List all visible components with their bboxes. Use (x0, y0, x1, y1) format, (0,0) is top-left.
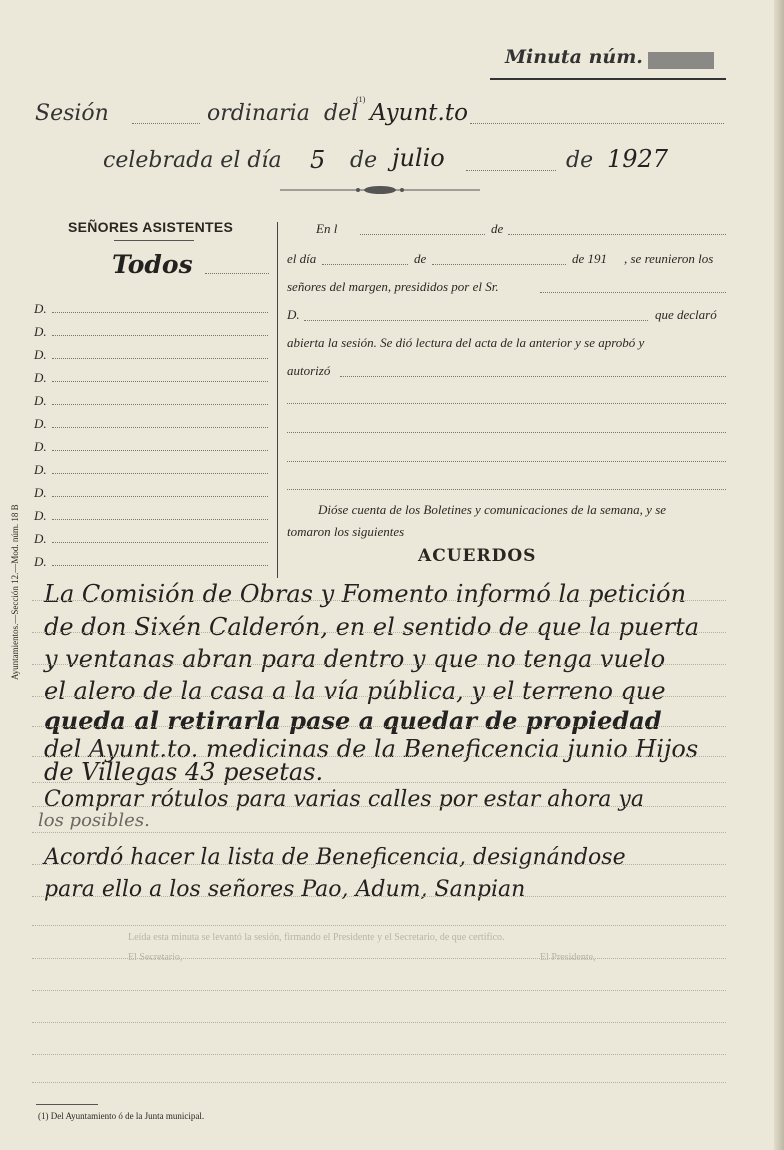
d-row: D. (34, 462, 47, 477)
attendee-line (52, 542, 268, 543)
sesion-type: ordinaria (207, 101, 310, 126)
column-divider (277, 222, 278, 578)
faint-presidente: El Presidente, (540, 952, 596, 963)
faint-secretario: El Secretario, (128, 952, 183, 963)
d-row: D. (34, 370, 47, 385)
ruled-line (32, 832, 726, 833)
faint-closing-text: Leída esta minuta se levantó la sesión, firmando el Presidente y el Secretario, de que certifico. (128, 932, 505, 943)
footnote-rule (36, 1104, 98, 1105)
form-line5: abierta la sesión. Se dió lectura del acta de la anterior y se aprobó y (287, 335, 645, 350)
minutes-line: del Ayunt.to. medicinas de la Beneficencia junio Hijos (44, 735, 699, 763)
d-row: D. (34, 508, 47, 523)
attendee-line (52, 358, 268, 359)
ruled-line (32, 1022, 726, 1023)
d-row: D. (34, 439, 47, 454)
year-handwritten: 1927 (607, 145, 669, 173)
minutes-line: de Villegas 43 pesetas. (44, 758, 324, 786)
d-row: D. (34, 554, 47, 569)
ruled-line (32, 632, 726, 633)
d-row: D. (34, 393, 47, 408)
ruled-line (32, 864, 726, 865)
ruled-line (32, 990, 726, 991)
attendee-line (52, 312, 268, 313)
minutes-line: Acordó hacer la lista de Beneficencia, designándose (44, 845, 626, 870)
attendee-line (52, 519, 268, 520)
attendee-line (52, 496, 268, 497)
form-line4-b: que declaró (655, 307, 717, 322)
form-dotline (340, 376, 726, 377)
attendee-line (52, 427, 268, 428)
ruled-line (32, 664, 726, 665)
minutes-line: para ello a los señores Pao, Adum, Sanpian (44, 877, 526, 902)
de-label-2: de (566, 148, 594, 173)
minuta-number-box (648, 52, 714, 69)
ruled-line (32, 756, 726, 757)
ruled-line (32, 1082, 726, 1083)
celebrada-label: celebrada el día (103, 148, 282, 173)
form-line3: señores del margen, presididos por el Sr. (287, 279, 499, 294)
side-print-code: Ayuntamientos.—Sección 12.—Mod. núm. 18 B (10, 504, 20, 680)
minutes-line: los posibles. (38, 810, 150, 831)
d-row: D. (34, 416, 47, 431)
form-line1-b: de (491, 221, 504, 236)
attendee-line (52, 450, 268, 451)
sesion-dotline (132, 123, 200, 124)
minutes-line: La Comisión de Obras y Fomento informó la petición (44, 580, 687, 608)
form-dotline (287, 403, 726, 404)
organ-handwritten: Ayunt.to (370, 100, 468, 126)
attendees-handwritten: Todos (112, 250, 193, 279)
form-dotline (287, 461, 726, 462)
ruled-line (32, 806, 726, 807)
d-row: D. (34, 301, 47, 316)
form-dotline (432, 264, 566, 265)
ruled-line (32, 696, 726, 697)
del-label: del (324, 101, 359, 126)
attendees-title: SEÑORES ASISTENTES (68, 219, 234, 235)
form-line2-b: de (414, 251, 427, 266)
ruled-line (32, 1054, 726, 1055)
sesion-dotline-2 (470, 123, 724, 124)
attendee-line (52, 404, 268, 405)
day-handwritten: 5 (310, 146, 326, 174)
form-dotline (287, 489, 726, 490)
minutes-line: queda al retirarla pase a quedar de propiedad (44, 706, 662, 735)
minutes-line: el alero de la casa a la vía pública, y el terreno que (44, 677, 666, 705)
form-line6: autorizó (287, 363, 331, 378)
minutes-line: y ventanas abran para dentro y que no tenga vuelo (44, 645, 666, 673)
minuta-label: Minuta núm. (505, 46, 643, 68)
form-line1-a: En l (316, 221, 338, 236)
page-edge (774, 0, 784, 1150)
d-row: D. (34, 324, 47, 339)
attendee-line (52, 473, 268, 474)
minutes-line: de don Sixén Calderón, en el sentido de que la puerta (44, 613, 700, 641)
ruled-line (32, 726, 726, 727)
d-row: D. (34, 531, 47, 546)
form-line8: tomaron los siguientes (287, 524, 405, 539)
ornament-divider (280, 184, 480, 196)
footnote-mark: (1) (356, 95, 366, 104)
attendees-dotline (205, 273, 269, 274)
month-handwritten: julio (392, 144, 445, 172)
form-dotline (540, 292, 726, 293)
d-row: D. (34, 485, 47, 500)
form-dotline (360, 234, 485, 235)
form-dotline (322, 264, 408, 265)
form-dotline (287, 432, 726, 433)
form-line2-d: , se reunieron los (624, 251, 714, 266)
attendees-title-underline (114, 240, 194, 241)
attendee-line (52, 335, 268, 336)
attendees-d-list (34, 297, 47, 573)
minuta-underline (490, 78, 726, 80)
month-dotline (466, 170, 556, 171)
form-dotline (304, 320, 648, 321)
ruled-line (32, 782, 726, 783)
form-line2-a: el día (287, 251, 317, 266)
form-line4-a: D. (287, 307, 300, 322)
d-row: D. (34, 347, 47, 362)
minutes-line: Comprar rótulos para varias calles por estar ahora ya (44, 787, 644, 812)
de-label: de (350, 148, 378, 173)
ruled-line (32, 600, 726, 601)
form-dotline (508, 234, 726, 235)
attendee-line (52, 565, 268, 566)
footnote: (1) Del Ayuntamiento ó de la Junta municipal. (38, 1111, 205, 1121)
sesion-label: Sesión (35, 101, 109, 126)
form-line7: Dióse cuenta de los Boletines y comunicaciones de la semana, y se (318, 502, 667, 517)
ruled-line (32, 925, 726, 926)
ruled-line (32, 896, 726, 897)
attendee-line (52, 381, 268, 382)
form-line2-c: de 191 (572, 251, 608, 266)
acuerdos-title: ACUERDOS (418, 546, 537, 566)
